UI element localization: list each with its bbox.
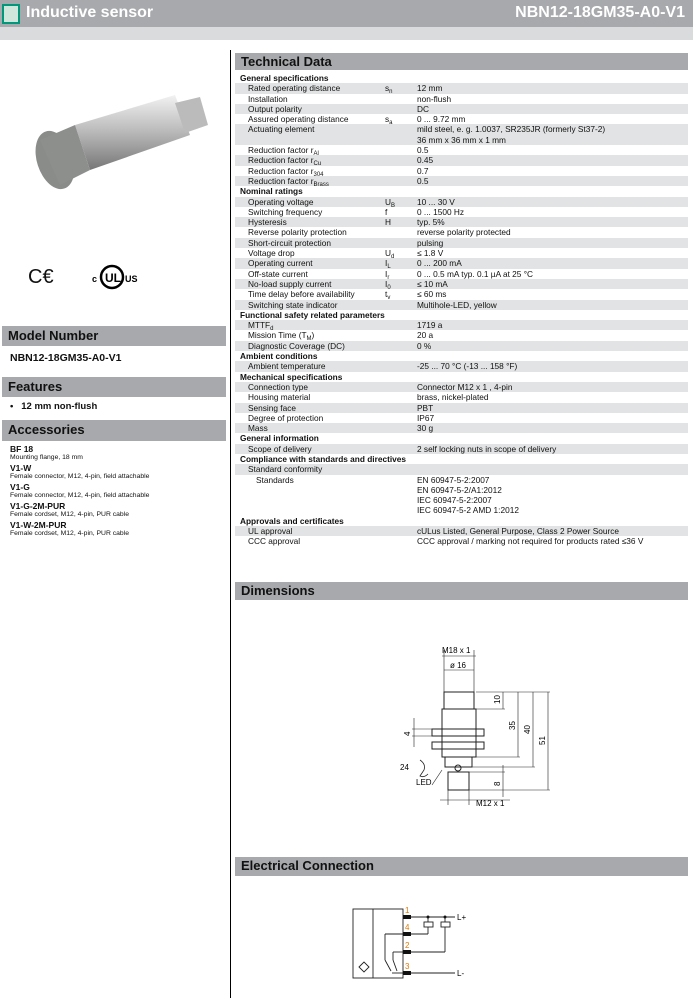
spec-symbol-sub: L — [387, 264, 391, 271]
spec-value-line: -25 ... 70 °C (-13 ... 158 °F) — [417, 361, 518, 372]
spec-value-line: typ. 5% — [417, 217, 445, 228]
spec-label-text: Reduction factor r — [248, 165, 314, 176]
spec-value-line: 0 % — [417, 340, 432, 351]
svg-text:US: US — [125, 274, 138, 284]
spec-value-line: PBT — [417, 402, 434, 413]
spec-value-line: non-flush — [417, 93, 452, 104]
spec-value-line: 30 g — [417, 423, 434, 434]
spec-value-line: cULus Listed, General Purpose, Class 2 Power Source — [417, 526, 619, 537]
spec-section-title: Approvals and certificates — [240, 515, 344, 526]
dimensions-heading: Dimensions — [235, 582, 688, 600]
spec-symbol-sub: n — [389, 89, 393, 96]
spec-symbol-sub: v — [387, 295, 391, 302]
spec-label-text: Ambient temperature — [248, 361, 326, 372]
accessory-name: V1-G-2M-PUR — [10, 501, 66, 511]
spec-symbol-text: U — [385, 196, 391, 207]
spec-symbol-text: I — [385, 278, 388, 289]
spec-value-line: 0 ... 9.72 mm — [417, 114, 466, 125]
feature-text: 12 mm non-flush — [21, 401, 98, 412]
spec-value-line: IP67 — [417, 412, 435, 423]
spec-section-title: Ambient conditions — [240, 351, 318, 362]
header-model-number: NBN12-18GM35-A0-V1 — [515, 4, 685, 21]
spec-value-line: Multihole-LED, yellow — [417, 299, 497, 310]
spec-value-line: ≤ 1.8 V — [417, 248, 444, 259]
spec-value-line: ≤ 60 ms — [417, 289, 447, 300]
dim-8-label: 8 — [493, 781, 502, 786]
spec-value-line: 0.7 — [417, 165, 429, 176]
spec-label-text: Operating voltage — [248, 196, 314, 207]
accessories-heading: Accessories — [2, 420, 226, 441]
dim-connector-label: M12 x 1 — [476, 799, 505, 808]
dim-thread-label: M18 x 1 — [442, 646, 471, 655]
page-title: Inductive sensor — [26, 4, 154, 21]
dim-wrench-label: 24 — [400, 763, 409, 772]
spec-value-line: Connector M12 x 1 , 4-pin — [417, 381, 513, 392]
features-heading: Features — [2, 377, 226, 397]
spec-value-line: IEC 60947-5-2:2007 — [417, 495, 492, 506]
spec-section-title: General specifications — [240, 73, 329, 83]
accessory-description: Female cordset, M12, 4-pin, PUR cable — [10, 530, 129, 537]
spec-value-line: 0.5 — [417, 145, 429, 156]
spec-value-line: EN 60947-5-2:2007 — [417, 474, 490, 485]
spec-label-text: Connection type — [248, 381, 308, 392]
spec-symbol-text: I — [385, 268, 388, 279]
dim-51-label: 51 — [538, 736, 547, 745]
spec-label-text: Switching state indicator — [248, 299, 338, 310]
spec-label-text: CCC approval — [248, 536, 301, 547]
spec-value-line: 10 ... 30 V — [417, 196, 455, 207]
spec-label-sub: Brass — [313, 181, 329, 188]
spec-label-text: Housing material — [248, 392, 311, 403]
spec-section-title: Mechanical specifications — [240, 371, 343, 382]
spec-symbol-sub: a — [389, 120, 393, 127]
spec-value-line: pulsing — [417, 237, 444, 248]
spec-section-title: Functional safety related parameters — [240, 309, 385, 320]
spec-label-sub: Cu — [313, 161, 322, 168]
spec-label-text: Reduction factor r — [248, 175, 314, 186]
spec-value-line: 20 a — [417, 330, 434, 341]
spec-symbol-text: U — [385, 248, 391, 259]
pin-3-label: 3 — [405, 962, 410, 971]
accessory-name: V1-W — [10, 463, 32, 473]
l-minus-label: L- — [457, 969, 465, 978]
spec-label-text: Mission Time (T — [248, 330, 307, 341]
feature-item: • 12 mm non-flush — [10, 401, 98, 412]
spec-label-text: Reverse polarity protection — [248, 227, 347, 238]
accessory-description: Female connector, M12, 4-pin, field attachable — [10, 473, 150, 480]
spec-label-sub: 304 — [313, 171, 324, 178]
spec-label-text: Reduction factor r — [248, 155, 314, 166]
spec-value-line: 0 ... 0.5 mA typ. 0.1 µA at 25 °C — [417, 268, 534, 279]
spec-label-text: Assured operating distance — [248, 114, 349, 125]
spec-value-line: IEC 60947-5-2 AMD 1:2012 — [417, 505, 519, 516]
accessory-description: Mounting flange, 18 mm — [10, 454, 83, 461]
spec-value-line: reverse polarity protected — [417, 227, 511, 238]
spec-value-line: mild steel, e. g. 1.0037, SR235JR (formerly St37-2) — [417, 124, 606, 135]
spec-symbol-text: f — [385, 206, 388, 217]
accessory-description: Female connector, M12, 4-pin, field attachable — [10, 492, 150, 499]
spec-label-sub: M — [306, 336, 312, 343]
model-number: NBN12-18GM35-A0-V1 — [10, 352, 122, 364]
spec-label-text: Diagnostic Coverage (DC) — [248, 340, 345, 351]
spec-label-text: Mass — [248, 423, 268, 434]
spec-label-text: Off-state current — [248, 268, 308, 279]
spec-value-line: CCC approval / marking not required for products rated ≤36 V — [417, 536, 644, 547]
spec-label-text: Scope of delivery — [248, 443, 312, 454]
technical-data-heading: Technical Data — [235, 53, 688, 70]
spec-label-text: Standards — [256, 474, 294, 485]
spec-label-text: MTTF — [248, 320, 271, 331]
spec-symbol-text: t — [385, 289, 388, 300]
dim-diameter-label: ø 16 — [450, 661, 467, 670]
spec-label-text: Standard conformity — [248, 464, 323, 475]
spec-value-line: DC — [417, 103, 429, 114]
pin-1-label: 1 — [405, 906, 410, 915]
spec-symbol-sub: 0 — [387, 284, 391, 291]
pin-2-label: 2 — [405, 941, 410, 950]
spec-label-text: Installation — [248, 93, 288, 104]
svg-text:UL: UL — [105, 271, 121, 285]
spec-label-text: Time delay before availability — [248, 289, 355, 300]
electrical-connection-heading: Electrical Connection — [235, 857, 688, 876]
spec-section-title: Compliance with standards and directives — [240, 453, 406, 464]
spec-symbol-text: I — [385, 258, 388, 269]
spec-label-text: Operating current — [248, 258, 313, 269]
spec-symbol-sub: d — [391, 254, 395, 261]
spec-label-text: Rated operating distance — [248, 83, 341, 94]
dim-35-label: 35 — [508, 721, 517, 730]
spec-label-text: No-load supply current — [248, 278, 332, 289]
accessory-description: Female cordset, M12, 4-pin, PUR cable — [10, 511, 129, 518]
dim-led-label: LED — [416, 778, 432, 787]
spec-label-text: Actuating element — [248, 124, 315, 135]
spec-value-line: 0 ... 200 mA — [417, 258, 462, 269]
spec-label-text: Sensing face — [248, 402, 296, 413]
spec-label-sub: d — [270, 326, 274, 333]
ce-mark-icon: C€ — [28, 266, 54, 288]
spec-section-title: Nominal ratings — [240, 186, 303, 197]
spec-label-text: Switching frequency — [248, 206, 323, 217]
spec-value-line: brass, nickel-plated — [417, 392, 489, 403]
dim-4-label: 4 — [403, 731, 412, 736]
spec-symbol-text: s — [385, 114, 390, 125]
l-plus-label: L+ — [457, 913, 467, 922]
spec-symbol-sub: B — [391, 202, 396, 209]
spec-label-text: Reduction factor r — [248, 145, 314, 156]
spec-value-line: EN 60947-5-2/A1:2012 — [417, 484, 502, 495]
spec-value-line: 2 self locking nuts in scope of delivery — [417, 443, 557, 454]
svg-text:c: c — [92, 274, 98, 284]
accessory-name: V1-G — [10, 482, 30, 492]
spec-symbol-text: H — [385, 217, 391, 228]
spec-section-title: General information — [240, 433, 319, 444]
pin-4-label: 4 — [405, 923, 410, 932]
spec-label-text: UL approval — [248, 526, 293, 537]
dim-10-label: 10 — [493, 695, 502, 704]
spec-value-line: 0.5 — [417, 175, 429, 186]
accessory-name: V1-W-2M-PUR — [10, 520, 67, 530]
spec-value-line: 1719 a — [417, 320, 443, 331]
spec-symbol-text: s — [385, 83, 390, 94]
model-number-heading: Model Number — [2, 326, 226, 346]
spec-symbol-sub: r — [387, 274, 390, 281]
spec-label-sub: Al — [313, 151, 319, 158]
spec-value-line: 0 ... 1500 Hz — [417, 206, 465, 217]
spec-label-text: Output polarity — [248, 103, 302, 114]
spec-label-text: Hysteresis — [248, 217, 287, 228]
spec-label-text: Short-circuit protection — [248, 237, 332, 248]
spec-label-end: ) — [311, 330, 315, 341]
dim-40-label: 40 — [523, 725, 532, 734]
spec-value-line: 12 mm — [417, 83, 443, 94]
accessory-name: BF 18 — [10, 444, 34, 454]
spec-value-line: ≤ 10 mA — [417, 278, 448, 289]
spec-label-text: Degree of protection — [248, 412, 324, 423]
spec-label-text: Voltage drop — [248, 248, 295, 259]
spec-value-line: 0.45 — [417, 155, 434, 166]
spec-value-line: 36 mm x 36 mm x 1 mm — [417, 134, 506, 145]
